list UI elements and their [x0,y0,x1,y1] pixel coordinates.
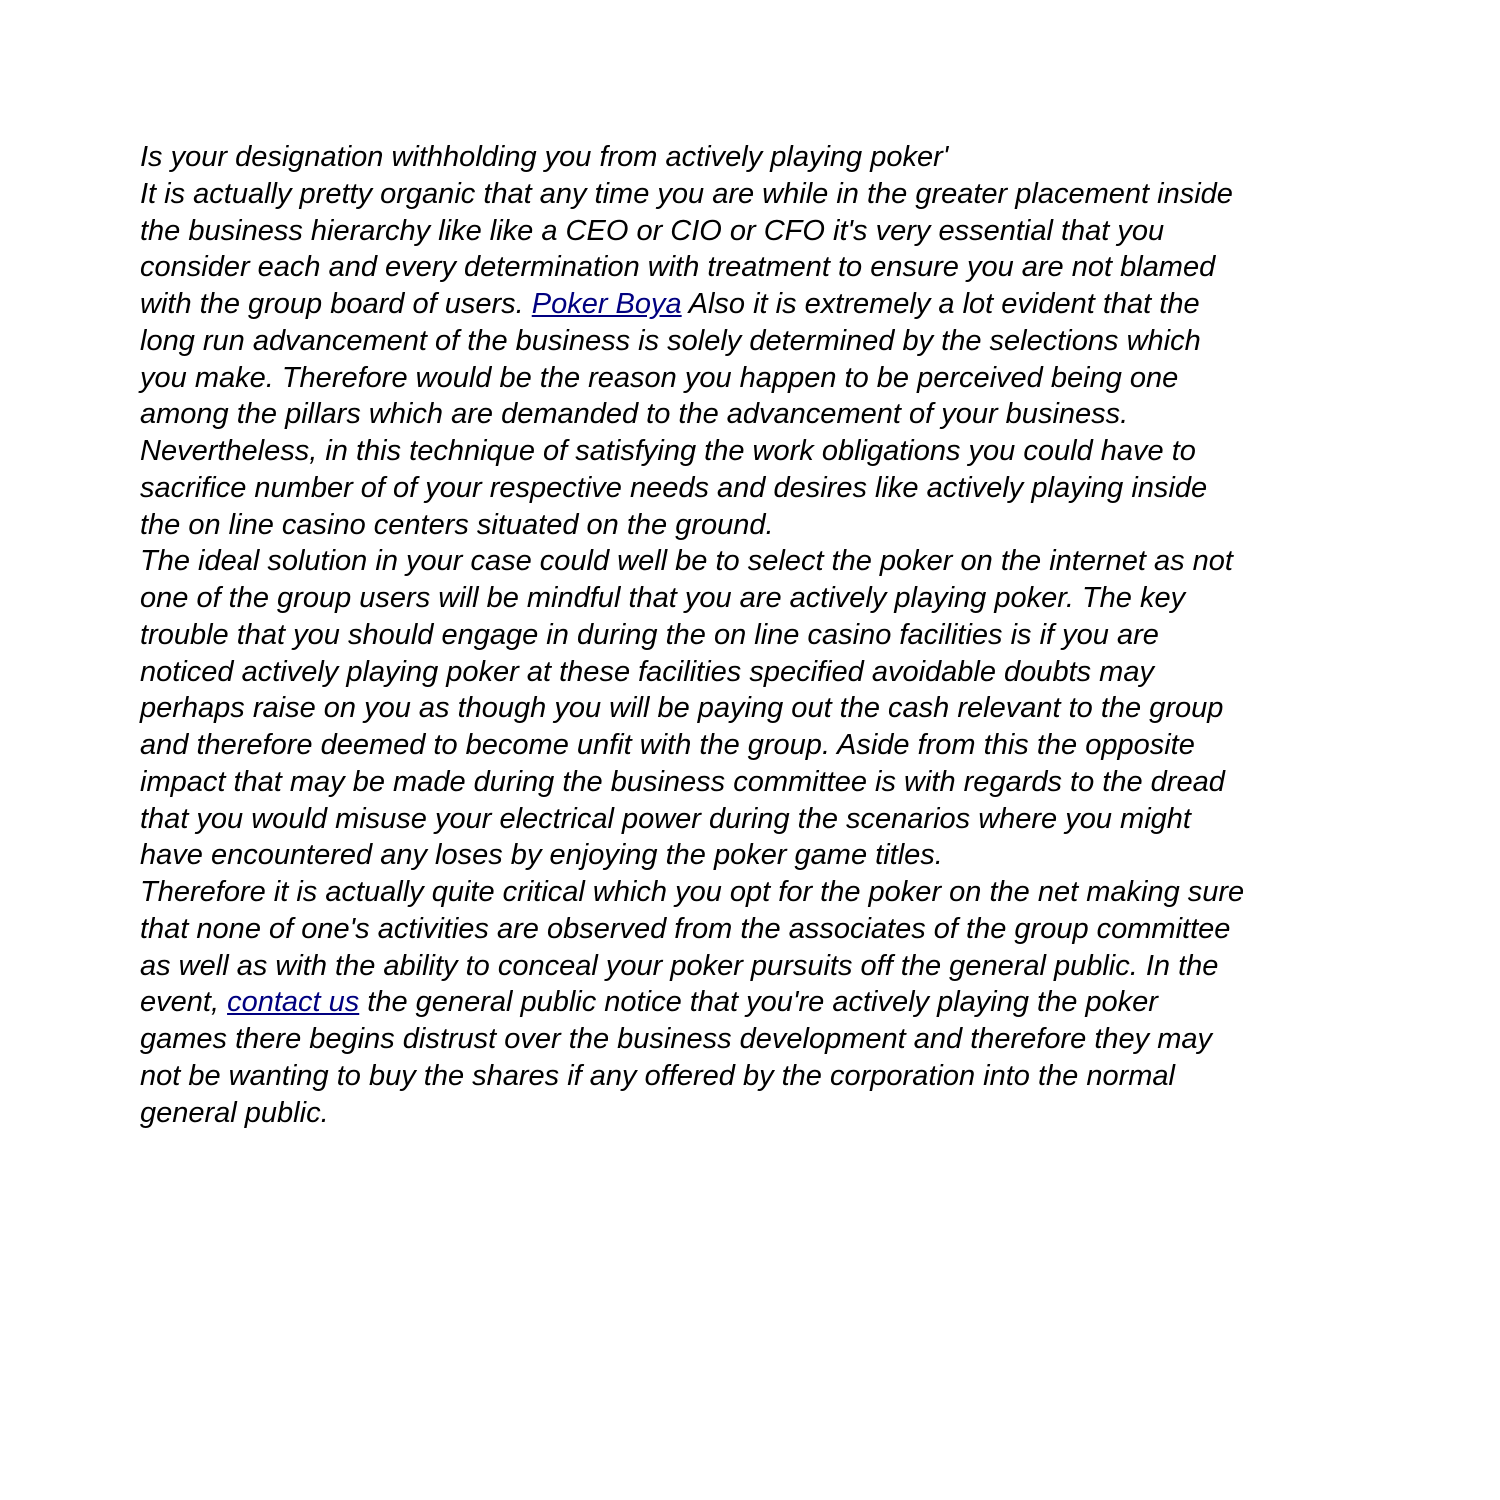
text-line: noticed actively playing poker at these facilities specified avoidable doubts may [140,655,1154,688]
text-line: not be wanting to buy the shares if any offered by the corporation into the normal [140,1059,1175,1092]
text-line: Therefore it is actually quite critical which you opt for the poker on the net making sure [140,876,1245,908]
text-line: Is your designation withholding you from actively playing poker' [140,141,949,173]
text-line: sacrifice number of of your respective needs and desires like actively playing inside [140,471,1208,504]
text-line: trouble that you should engage in during the on line casino facilities is if you are [140,618,1159,651]
poker-boya-link[interactable]: Poker Boya [531,288,682,320]
text-line: long run advancement of the business is solely determined by the selections which [140,324,1201,357]
text-segment: the general public notice that you're actively playing the poker [359,986,1158,1019]
text-line: It is actually pretty organic that any time you are while in the greater placement inside [140,177,1233,210]
text-line: games there begins distrust over the business development and therefore they may [140,1023,1212,1055]
text-line: the business hierarchy like like a CEO or CIO or CFO it's very essential that you [140,214,1165,247]
text-line: you make. Therefore would be the reason you happen to be perceived being one [140,361,1179,394]
text-line: that you would misuse your electrical power during the scenarios where you might [140,802,1191,835]
text-line: general public. [140,1096,329,1129]
text-line: among the pillars which are demanded to the advancement of your business. [140,398,1129,431]
text-line: perhaps raise on you as though you will be paying out the cash relevant to the group [140,692,1224,725]
text-line: have encountered any loses by enjoying the poker game titles. [140,839,943,872]
text-segment: event, [140,986,228,1019]
text-line: Nevertheless, in this technique of satisfying the work obligations you could have to [140,435,1196,467]
text-line [140,984,1244,1021]
document-body [140,139,1244,1131]
text-line: and therefore deemed to become unfit with the group. Aside from this the opposite [140,729,1195,761]
text-line [140,286,1244,323]
text-line: as well as with the ability to conceal your poker pursuits off the general public. In the [140,949,1219,982]
contact-us-link[interactable]: contact us [227,986,360,1019]
text-line: consider each and every determination with treatment to ensure you are not blamed [140,251,1216,284]
text-segment: Also it is extremely a lot evident that the [681,288,1200,320]
text-line: The ideal solution in your case could well be to select the poker on the internet as not [140,545,1233,578]
text-segment: with the group board of users. [140,288,532,320]
text-line: impact that may be made during the business committee is with regards to the dread [140,765,1225,798]
text-line: the on line casino centers situated on the ground. [140,508,774,541]
text-line: one of the group users will be mindful that you are actively playing poker. The key [140,582,1186,614]
text-line: that none of one's activities are observed from the associates of the group committee [140,912,1231,945]
